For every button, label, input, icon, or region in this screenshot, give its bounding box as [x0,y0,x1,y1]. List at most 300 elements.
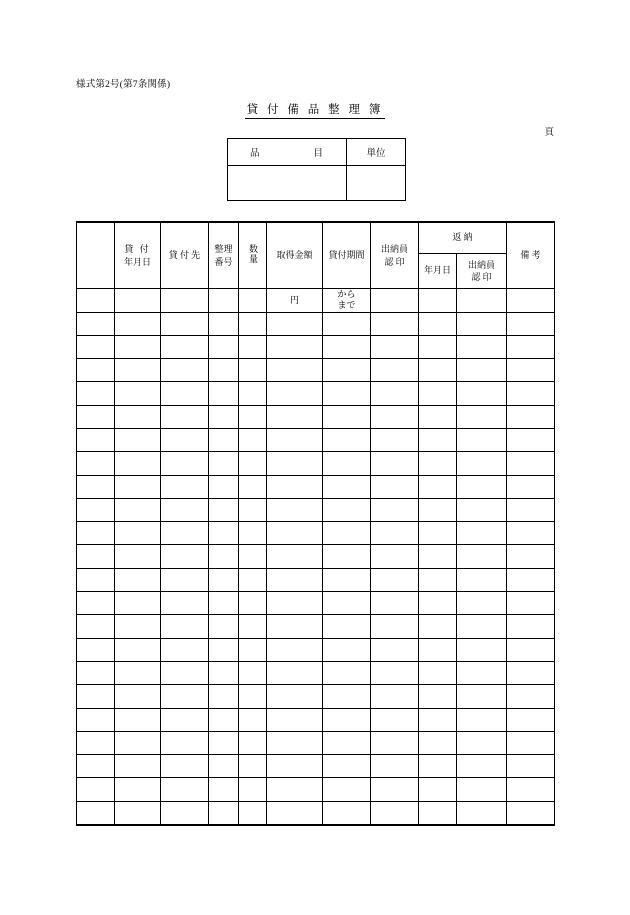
table-row [77,359,555,382]
col-control-no-line1: 整理 [214,244,233,255]
cell-cashier-seal[interactable] [371,335,419,358]
cell-control-no[interactable] [209,545,239,568]
cell-return-date[interactable] [419,359,457,382]
cell-control-no[interactable] [209,708,239,731]
cell-blank[interactable] [77,545,115,568]
cell-remarks[interactable] [507,638,555,661]
cell-quantity[interactable] [239,382,267,405]
cell-acquisition-amount[interactable] [267,638,323,661]
cell-cashier-seal[interactable] [371,755,419,778]
cell-cashier-seal[interactable] [371,568,419,591]
table-row [77,452,555,475]
cell-lend-date[interactable] [115,755,161,778]
cell-return-date[interactable] [419,708,457,731]
cell-blank[interactable] [77,801,115,825]
cell-lend-period[interactable] [323,335,371,358]
cell-return-date[interactable] [419,731,457,754]
col-cashier-seal-line2: 認 印 [384,256,405,267]
page-number-label: 頁 [544,128,554,138]
cell-lend-date[interactable] [115,475,161,498]
ledger-body [77,312,555,825]
unit-value-cell[interactable] [347,166,406,201]
cell-control-no[interactable] [209,615,239,638]
cell-cashier-seal[interactable] [371,592,419,615]
cell-control-no[interactable] [209,359,239,382]
cell-blank[interactable] [77,638,115,661]
cell-return-cashier[interactable] [457,335,507,358]
cell-cashier-seal[interactable] [371,452,419,475]
cell-lend-period[interactable] [323,685,371,708]
cell-remarks[interactable] [507,475,555,498]
cell-lend-to[interactable] [161,778,209,801]
cell-cashier-seal[interactable] [371,731,419,754]
cell-return-cashier[interactable] [457,359,507,382]
cell-lend-date[interactable] [115,708,161,731]
item-label-left: 品 [250,149,261,159]
col-control-no-line2: 番号 [214,256,233,267]
cell-lend-date[interactable] [115,312,161,335]
col-return-cashier-line2: 認 印 [471,272,492,282]
cell-lend-date[interactable] [115,545,161,568]
cell-remarks[interactable] [507,615,555,638]
cell-cashier-seal[interactable] [371,475,419,498]
cell-return-cashier[interactable] [457,731,507,754]
cell-lend-date[interactable] [115,685,161,708]
col-blank [77,222,115,289]
period-from-label: から [337,289,356,299]
cell-acquisition-amount[interactable] [267,615,323,638]
cell-lend-period[interactable] [323,545,371,568]
cell-cashier-seal[interactable] [371,405,419,428]
cell-remarks[interactable] [507,289,555,313]
cell-cashier-seal[interactable] [371,522,419,545]
table-row [77,661,555,684]
cell-remarks[interactable] [507,428,555,451]
cell-return-cashier[interactable] [457,522,507,545]
cell-control-no[interactable] [209,638,239,661]
cell-quantity[interactable] [239,592,267,615]
page-title [0,101,630,117]
cell-lend-period[interactable] [323,312,371,335]
cell-return-date[interactable] [419,428,457,451]
cell-control-no[interactable] [209,685,239,708]
cell-control-no[interactable] [209,452,239,475]
cell-lend-date[interactable] [115,661,161,684]
cell-blank[interactable] [77,382,115,405]
cell-lend-to[interactable] [161,312,209,335]
table-row [77,335,555,358]
cell-remarks[interactable] [507,568,555,591]
cell-quantity[interactable] [239,452,267,475]
cell-lend-period[interactable] [323,708,371,731]
cell-acquisition-amount[interactable] [267,335,323,358]
item-value-row [228,166,406,201]
cell-control-no[interactable] [209,475,239,498]
cell-lend-period[interactable] [323,731,371,754]
cell-lend-to[interactable] [161,685,209,708]
cell-quantity[interactable] [239,778,267,801]
period-to-label: まで [337,300,356,311]
cell-return-cashier[interactable] [457,405,507,428]
cell-blank[interactable] [77,428,115,451]
cell-acquisition-amount[interactable] [267,778,323,801]
cell-quantity[interactable] [239,359,267,382]
cell-lend-date[interactable] [115,731,161,754]
col-lend-date-line1: 貸 付 [124,244,151,255]
col-lend-period: 貸付期間 [323,222,371,289]
cell-cashier-seal[interactable] [371,661,419,684]
cell-lend-period[interactable] [323,522,371,545]
cell-acquisition-amount[interactable] [267,405,323,428]
cell-return-cashier[interactable] [457,778,507,801]
cell-blank[interactable] [77,312,115,335]
table-row [77,545,555,568]
cell-acquisition-amount[interactable] [267,475,323,498]
cell-return-cashier[interactable] [457,801,507,825]
cell-control-no[interactable] [209,522,239,545]
cell-acquisition-amount[interactable] [267,498,323,521]
cell-acquisition-amount[interactable] [267,359,323,382]
cell-acquisition-amount[interactable] [267,708,323,731]
cell-lend-to[interactable] [161,568,209,591]
cell-lend-period[interactable] [323,382,371,405]
cell-blank[interactable] [77,568,115,591]
cell-lend-date[interactable] [115,498,161,521]
cell-lend-to[interactable] [161,335,209,358]
table-row [77,592,555,615]
cell-blank[interactable] [77,731,115,754]
cell-blank[interactable] [77,615,115,638]
cell-cashier-seal[interactable] [371,638,419,661]
cell-return-date[interactable] [419,661,457,684]
cell-return-cashier[interactable] [457,568,507,591]
cell-blank[interactable] [77,452,115,475]
cell-quantity[interactable] [239,755,267,778]
cell-remarks[interactable] [507,801,555,825]
cell-cashier-seal[interactable] [371,708,419,731]
cell-return-date[interactable] [419,755,457,778]
cell-return-date[interactable] [419,801,457,825]
cell-lend-to[interactable] [161,661,209,684]
table-row [77,801,555,825]
table-row [77,289,555,313]
cell-acquisition-amount[interactable] [267,661,323,684]
cell-lend-to[interactable] [161,615,209,638]
cell-lend-date[interactable] [115,522,161,545]
cell-remarks[interactable] [507,405,555,428]
cell-remarks[interactable] [507,312,555,335]
table-row [77,708,555,731]
col-control-no [209,222,239,289]
cell-acquisition-amount[interactable] [267,312,323,335]
cell-lend-to[interactable] [161,801,209,825]
cell-remarks[interactable] [507,335,555,358]
cell-control-no[interactable] [209,755,239,778]
cell-return-date[interactable] [419,312,457,335]
cell-remarks[interactable] [507,359,555,382]
cell-return-date[interactable] [419,289,457,313]
cell-blank[interactable] [77,405,115,428]
cell-blank[interactable] [77,755,115,778]
cell-return-cashier[interactable] [457,615,507,638]
cell-control-no[interactable] [209,661,239,684]
cell-remarks[interactable] [507,452,555,475]
cell-lend-period[interactable] [323,755,371,778]
cell-blank[interactable] [77,289,115,313]
cell-return-cashier[interactable] [457,638,507,661]
cell-blank[interactable] [77,335,115,358]
cell-control-no[interactable] [209,731,239,754]
cell-cashier-seal[interactable] [371,382,419,405]
cell-lend-date[interactable] [115,801,161,825]
cell-return-cashier[interactable] [457,708,507,731]
cell-return-cashier[interactable] [457,592,507,615]
cell-remarks[interactable] [507,755,555,778]
cell-lend-to[interactable] [161,452,209,475]
cell-blank[interactable] [77,778,115,801]
cell-return-date[interactable] [419,592,457,615]
cell-blank[interactable] [77,498,115,521]
cell-return-date[interactable] [419,685,457,708]
cell-cashier-seal[interactable] [371,545,419,568]
cell-quantity[interactable] [239,568,267,591]
cell-lend-to[interactable] [161,475,209,498]
cell-blank[interactable] [77,475,115,498]
form-number: 様式第2号(第7条関係) [76,80,171,90]
cell-acquisition-amount[interactable] [267,428,323,451]
cell-quantity[interactable] [239,708,267,731]
col-return-group: 返 納 [419,222,507,254]
cell-control-no[interactable] [209,335,239,358]
cell-return-cashier[interactable] [457,685,507,708]
cell-lend-period[interactable] [323,592,371,615]
cell-return-date[interactable] [419,382,457,405]
cell-return-cashier[interactable] [457,755,507,778]
cell-lend-date[interactable] [115,359,161,382]
cell-return-cashier[interactable] [457,289,507,313]
cell-lend-to[interactable] [161,638,209,661]
cell-lend-to[interactable] [161,755,209,778]
cell-lend-period[interactable] [323,359,371,382]
cell-acquisition-amount[interactable] [267,568,323,591]
cell-lend-date[interactable] [115,568,161,591]
ledger-header-row [77,222,555,254]
cell-cashier-seal[interactable] [371,312,419,335]
cell-lend-to[interactable] [161,405,209,428]
cell-return-cashier[interactable] [457,312,507,335]
cell-lend-to[interactable] [161,428,209,451]
ledger-table [76,221,555,826]
cell-lend-period[interactable] [323,475,371,498]
cell-remarks[interactable] [507,545,555,568]
table-row [77,568,555,591]
cell-return-date[interactable] [419,452,457,475]
cell-acquisition-amount[interactable] [267,545,323,568]
cell-remarks[interactable] [507,522,555,545]
cell-remarks[interactable] [507,731,555,754]
cell-lend-period[interactable] [323,661,371,684]
cell-return-cashier[interactable] [457,382,507,405]
cell-return-date[interactable] [419,522,457,545]
cell-remarks[interactable] [507,382,555,405]
cell-acquisition-amount[interactable] [267,382,323,405]
cell-control-no[interactable] [209,289,239,313]
cell-quantity[interactable] [239,312,267,335]
cell-remarks[interactable] [507,592,555,615]
cell-cashier-seal[interactable] [371,428,419,451]
cell-control-no[interactable] [209,382,239,405]
cell-quantity[interactable] [239,498,267,521]
cell-return-cashier[interactable] [457,428,507,451]
cell-control-no[interactable] [209,592,239,615]
cell-lend-period[interactable] [323,568,371,591]
cell-lend-to[interactable] [161,289,209,313]
cell-return-date[interactable] [419,568,457,591]
table-row [77,615,555,638]
table-row [77,498,555,521]
cell-return-date[interactable] [419,498,457,521]
cell-cashier-seal[interactable] [371,289,419,313]
col-cashier-seal [371,222,419,289]
cell-control-no[interactable] [209,778,239,801]
cell-return-date[interactable] [419,638,457,661]
cell-lend-date[interactable] [115,428,161,451]
cell-return-date[interactable] [419,475,457,498]
cell-quantity[interactable] [239,685,267,708]
cell-cashier-seal[interactable] [371,359,419,382]
cell-control-no[interactable] [209,405,239,428]
cell-return-cashier[interactable] [457,452,507,475]
cell-lend-period[interactable] [323,405,371,428]
cell-quantity[interactable] [239,661,267,684]
cell-quantity[interactable] [239,638,267,661]
table-row [77,382,555,405]
cell-return-cashier[interactable] [457,545,507,568]
cell-lend-to[interactable] [161,592,209,615]
cell-acquisition-amount[interactable] [267,801,323,825]
cell-lend-to[interactable] [161,382,209,405]
cell-quantity[interactable] [239,615,267,638]
cell-quantity[interactable] [239,731,267,754]
cell-return-cashier[interactable] [457,661,507,684]
cell-lend-date[interactable] [115,592,161,615]
cell-lend-date[interactable] [115,638,161,661]
cell-lend-to[interactable] [161,498,209,521]
table-row [77,638,555,661]
item-header-table [227,138,406,201]
cell-lend-date[interactable] [115,382,161,405]
cell-lend-date[interactable] [115,452,161,475]
cell-quantity[interactable] [239,289,267,313]
cell-lend-period[interactable] [323,778,371,801]
cell-acquisition-amount[interactable] [267,685,323,708]
cell-return-cashier[interactable] [457,498,507,521]
cell-control-no[interactable] [209,568,239,591]
cell-cashier-seal[interactable] [371,685,419,708]
cell-blank[interactable] [77,685,115,708]
cell-lend-to[interactable] [161,731,209,754]
cell-acquisition-amount[interactable] [267,731,323,754]
cell-quantity[interactable] [239,335,267,358]
cell-lend-period[interactable] [323,615,371,638]
cell-control-no[interactable] [209,498,239,521]
page-title-text: 貸 付 備 品 整 理 簿 [245,104,386,119]
col-return-cashier [457,254,507,289]
cell-return-date[interactable] [419,615,457,638]
cell-lend-date[interactable] [115,289,161,313]
cell-quantity[interactable] [239,475,267,498]
cell-lend-to[interactable] [161,708,209,731]
cell-acquisition-amount[interactable]: 円 [267,289,323,313]
cell-remarks[interactable] [507,498,555,521]
cell-quantity[interactable] [239,428,267,451]
cell-return-date[interactable] [419,545,457,568]
cell-lend-period[interactable] [323,801,371,825]
cell-cashier-seal[interactable] [371,801,419,825]
table-row [77,428,555,451]
cell-return-date[interactable] [419,335,457,358]
cell-lend-date[interactable] [115,778,161,801]
cell-blank[interactable] [77,592,115,615]
table-row [77,405,555,428]
cell-acquisition-amount[interactable] [267,452,323,475]
cell-remarks[interactable] [507,708,555,731]
cell-blank[interactable] [77,708,115,731]
cell-control-no[interactable] [209,428,239,451]
table-row [77,522,555,545]
cell-acquisition-amount[interactable] [267,522,323,545]
table-row [77,778,555,801]
cell-blank[interactable] [77,522,115,545]
cell-control-no[interactable] [209,801,239,825]
cell-quantity[interactable] [239,545,267,568]
cell-remarks[interactable] [507,685,555,708]
cell-control-no[interactable] [209,312,239,335]
table-row [77,685,555,708]
cell-quantity[interactable] [239,405,267,428]
cell-acquisition-amount[interactable] [267,755,323,778]
cell-lend-period[interactable] [323,498,371,521]
cell-lend-to[interactable] [161,545,209,568]
cell-return-date[interactable] [419,405,457,428]
cell-lend-to[interactable] [161,522,209,545]
cell-lend-period[interactable] [323,289,371,313]
cell-return-date[interactable] [419,778,457,801]
cell-lend-period[interactable] [323,638,371,661]
cell-blank[interactable] [77,661,115,684]
cell-quantity[interactable] [239,522,267,545]
cell-lend-date[interactable] [115,405,161,428]
cell-lend-date[interactable] [115,615,161,638]
cell-return-cashier[interactable] [457,475,507,498]
cell-remarks[interactable] [507,661,555,684]
col-return-date: 年月日 [419,254,457,289]
item-value-cell[interactable] [228,166,347,201]
cell-lend-period[interactable] [323,428,371,451]
cell-cashier-seal[interactable] [371,778,419,801]
cell-acquisition-amount[interactable] [267,592,323,615]
cell-cashier-seal[interactable] [371,615,419,638]
cell-cashier-seal[interactable] [371,498,419,521]
cell-lend-to[interactable] [161,359,209,382]
col-quantity [239,222,267,289]
cell-lend-period[interactable] [323,452,371,475]
unit-header: 単位 [347,139,406,166]
cell-lend-date[interactable] [115,335,161,358]
cell-blank[interactable] [77,359,115,382]
cell-remarks[interactable] [507,778,555,801]
cell-quantity[interactable] [239,801,267,825]
